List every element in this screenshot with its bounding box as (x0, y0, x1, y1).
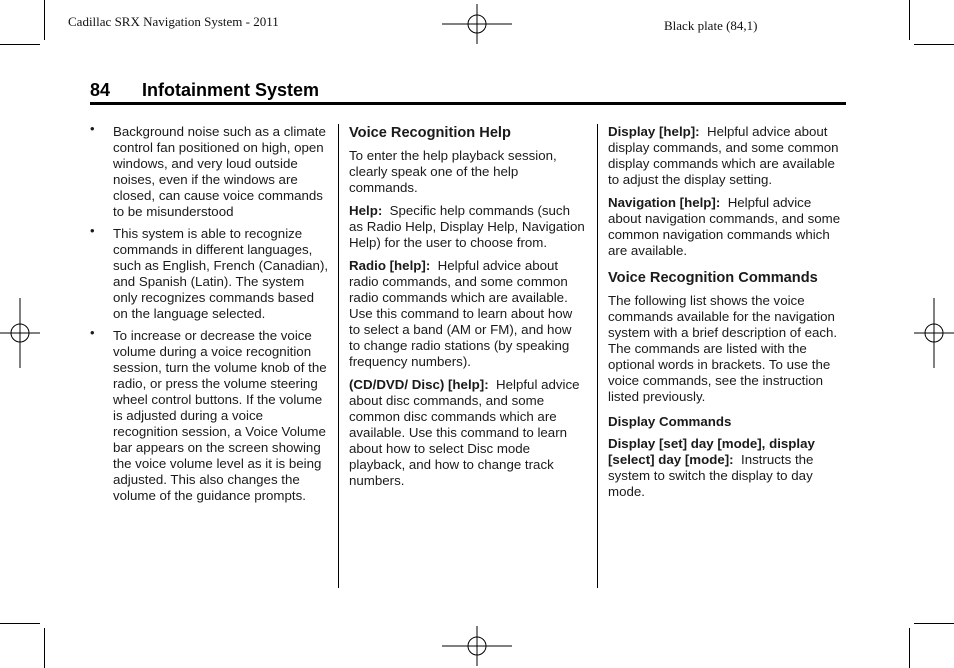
entry-term: (CD/DVD/ Disc) [help]: (349, 377, 489, 392)
list-item (90, 121, 330, 220)
list-item-text: This system is able to recognize commands in different languages, such as English, French (Canadian), and Spanish (Latin). The system only recognizes commands based on the language selected. (113, 226, 329, 321)
entry-term: Display [help]: (608, 124, 700, 139)
definition-entry (349, 203, 585, 251)
entry-text: Helpful advice about radio commands, and some common radio commands which are available. Use this command to learn about how to select a band (AM or FM), and how to change radio stations (by speaking frequency numbers). (349, 258, 573, 369)
definition-entry (608, 124, 846, 188)
crop-mark (914, 623, 954, 624)
entry-text: Helpful advice about disc commands, and some common disc commands which are available. Use this command to learn about how to select Disc mode playback, and how to change track numbers. (349, 377, 580, 488)
definition-entry (608, 195, 846, 259)
registration-mark-icon (0, 298, 40, 368)
crop-mark (44, 0, 45, 40)
list-item (90, 325, 330, 504)
list-item (90, 223, 330, 322)
registration-mark-icon (914, 298, 954, 368)
definition-entry (608, 436, 846, 500)
definition-entry (349, 258, 585, 370)
page-title: Infotainment System (142, 80, 320, 100)
list-item-text: To increase or decrease the voice volume during a voice recognition session, turn the volume knob of the radio, or press the volume steering wheel control buttons. If the volume is adjusted during a voice recognition session, a Voice Volume bar appears on the screen showing the voice volume level as it is being adjusted. This also changes the volume of the guidance prompts. (113, 328, 327, 503)
entry-term: Display [set] day [mode], display [select] day [mode]: (608, 436, 815, 467)
entry-text: Specific help commands (such as Radio Help, Display Help, Navigation Help) for the user to choose from. (349, 203, 585, 250)
section-heading: Voice Recognition Help (349, 125, 511, 141)
crop-mark (0, 44, 40, 45)
header-rule (90, 102, 846, 105)
crop-mark (909, 0, 910, 40)
column-divider (338, 124, 339, 588)
bullet-list (90, 121, 330, 504)
entry-text: Helpful advice about display commands, and some common display commands which are available to adjust the display setting. (608, 124, 839, 187)
column-3 (608, 124, 846, 507)
crop-mark (914, 44, 954, 45)
entry-term: Help: (349, 203, 383, 218)
crop-mark (909, 628, 910, 668)
crop-mark (44, 628, 45, 668)
registration-mark-icon (442, 626, 512, 666)
bullet-icon: • (90, 223, 95, 238)
column-divider (597, 124, 598, 588)
bullet-icon: • (90, 121, 95, 136)
bullet-icon: • (90, 325, 95, 340)
list-item-text: Background noise such as a climate control fan positioned on high, open windows, and very loud outside noises, even if the windows are closed, can cause voice commands to be misunderstood (113, 124, 326, 219)
definition-entry (349, 377, 585, 489)
entry-text: Helpful advice about navigation commands, and some common navigation commands which are available. (608, 195, 841, 258)
crop-mark (0, 623, 40, 624)
section-heading: Voice Recognition Commands (608, 270, 818, 286)
entry-term: Radio [help]: (349, 258, 431, 273)
entry-term: Navigation [help]: (608, 195, 721, 210)
column-1 (90, 121, 330, 510)
entry-text: Instructs the system to switch the display to day mode. (608, 452, 814, 499)
print-header-left: Cadillac SRX Navigation System - 2011 (68, 14, 279, 29)
subsection-heading: Display Commands (608, 414, 732, 429)
page-number: 84 (90, 80, 111, 100)
paragraph: The following list shows the voice commands available for the navigation system with a brief description of each. The commands are listed with the optional words in brackets. To use the voice commands, see the instruction listed previously. (608, 293, 838, 404)
registration-mark-icon (442, 4, 512, 44)
print-header-right: Black plate (84,1) (664, 18, 758, 33)
column-2 (349, 124, 585, 496)
paragraph: To enter the help playback session, clearly speak one of the help commands. (349, 148, 557, 195)
